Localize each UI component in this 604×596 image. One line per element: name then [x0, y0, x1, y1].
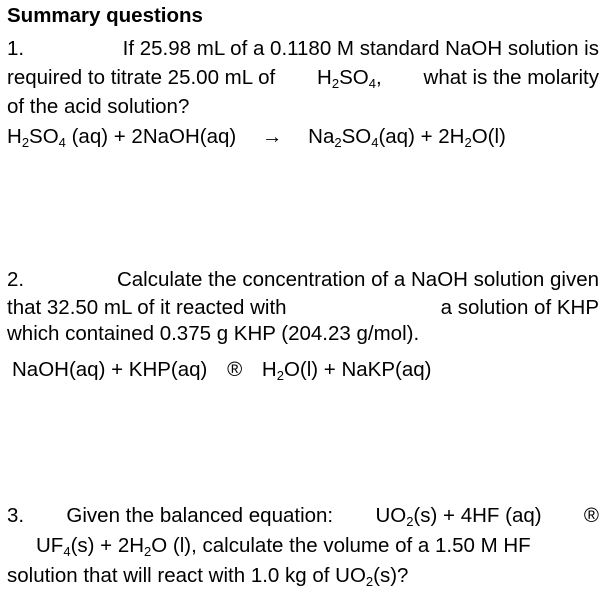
q3-equation-part1: $UO_2(s) + 4HF$ (aq) [375, 504, 542, 529]
q3-registered-arrow-icon: ® [583, 504, 599, 527]
q2-number: 2. [7, 268, 25, 291]
q1-text-1: If 25.98 mL of a 0.1180 M standard NaOH solution is [122, 37, 599, 60]
q1-acid-formula: $H_2SO_4$, [317, 66, 382, 91]
q2-equation-rhs: $H_2O(l)$ + NaKP(aq) [261, 358, 432, 383]
q1-equation-rhs: $Na_2SO_4(aq) + 2H_2O(l)$ [308, 125, 506, 150]
q3-line-2 [36, 534, 531, 558]
q2-text-1: Calculate the concentration of a NaOH solution given [116, 268, 599, 291]
page-title: Summary questions [7, 4, 203, 27]
q1-line-3: of the acid solution? [7, 95, 190, 118]
q1-text-2b: what is the molarity [423, 66, 599, 89]
q3-text-1: Given the balanced equation: [66, 504, 334, 527]
q3-text-2: solution that will react with 1.0 kg of [7, 564, 330, 587]
q2-registered-arrow-icon: ® [227, 358, 243, 381]
q1-equation [7, 125, 506, 149]
q3-number: 3. [7, 504, 25, 527]
q2-equation [12, 358, 431, 382]
q2-text-2a: that 32.50 mL of it reacted with [7, 296, 287, 319]
q2-equation-lhs: NaOH(aq) + KHP(aq) [12, 358, 208, 381]
q3-line-1 [7, 504, 599, 528]
q2-text-2b: a solution of KHP [440, 296, 599, 319]
q3-uo2-formula: $UO_2(s)$? [335, 564, 409, 589]
q1-equation-lhs: $H_2SO_4$ (aq) + 2NaOH(aq) [7, 125, 237, 150]
q2-line-1 [7, 268, 599, 292]
q1-line-1 [7, 37, 599, 61]
q2-line-3: which contained 0.375 g KHP (204.23 g/mol). [7, 322, 420, 345]
q2-line-2 [7, 296, 599, 320]
q1-number: 1. [7, 37, 25, 60]
q1-text-2a: required to titrate 25.00 mL of [7, 66, 276, 89]
q3-line-3 [7, 564, 408, 588]
q1-line-2 [7, 66, 599, 90]
q3-equation-part2: $UF_4(s) + 2H_2O$ (l), calculate the volume of a 1.50 M HF [36, 534, 531, 559]
q1-arrow-icon: → [261, 125, 283, 148]
